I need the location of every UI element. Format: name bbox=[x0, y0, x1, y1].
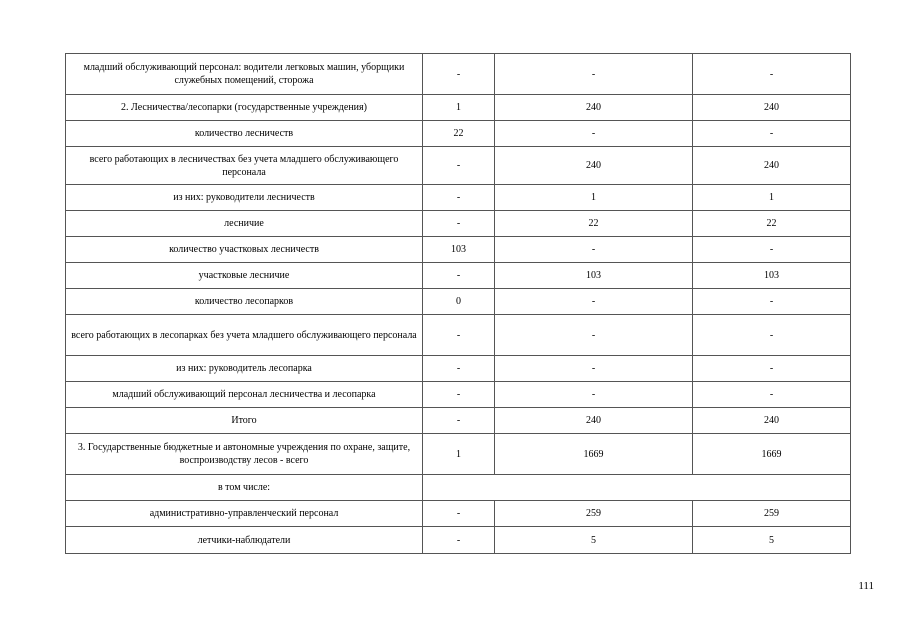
row-label: количество участковых лесничеств bbox=[66, 237, 423, 263]
table-row bbox=[66, 356, 851, 382]
cell-value-3: 240 bbox=[693, 408, 851, 434]
cell-value-1: - bbox=[423, 315, 495, 356]
cell-value-2: 5 bbox=[495, 527, 693, 554]
row-label: Итого bbox=[66, 408, 423, 434]
cell-value-2: 240 bbox=[495, 147, 693, 185]
table-row bbox=[66, 185, 851, 211]
cell-value-1: - bbox=[423, 147, 495, 185]
cell-value-3: - bbox=[693, 382, 851, 408]
cell-value-2: 1669 bbox=[495, 434, 693, 475]
cell-value-3: 240 bbox=[693, 147, 851, 185]
cell-value-2: - bbox=[495, 289, 693, 315]
cell-value-1: - bbox=[423, 527, 495, 554]
merged-empty-cell bbox=[423, 475, 851, 501]
cell-value-3: - bbox=[693, 315, 851, 356]
cell-value-2: - bbox=[495, 315, 693, 356]
row-label: лесничие bbox=[66, 211, 423, 237]
row-label: в том числе: bbox=[66, 475, 423, 501]
page-number: 111 bbox=[858, 580, 874, 592]
cell-value-1: - bbox=[423, 501, 495, 527]
cell-value-2: - bbox=[495, 121, 693, 147]
cell-value-1: 22 bbox=[423, 121, 495, 147]
cell-value-3: 103 bbox=[693, 263, 851, 289]
table-row bbox=[66, 121, 851, 147]
table-row bbox=[66, 54, 851, 95]
cell-value-1: 1 bbox=[423, 434, 495, 475]
cell-value-3: - bbox=[693, 237, 851, 263]
cell-value-2: - bbox=[495, 382, 693, 408]
row-label: всего работающих в лесничествах без учета младшего обслуживающего персонала bbox=[66, 147, 423, 185]
cell-value-1: - bbox=[423, 185, 495, 211]
row-label: административно-управленческий персонал bbox=[66, 501, 423, 527]
cell-value-3: - bbox=[693, 356, 851, 382]
cell-value-2: 259 bbox=[495, 501, 693, 527]
table-row bbox=[66, 408, 851, 434]
row-label: из них: руководитель лесопарка bbox=[66, 356, 423, 382]
cell-value-3: - bbox=[693, 289, 851, 315]
table-row bbox=[66, 382, 851, 408]
row-label: участковые лесничие bbox=[66, 263, 423, 289]
row-label: 3. Государственные бюджетные и автономные учреждения по охране, защите, воспроизводству лесов - всего bbox=[66, 434, 423, 475]
cell-value-3: 1 bbox=[693, 185, 851, 211]
table-row bbox=[66, 501, 851, 527]
table-row bbox=[66, 475, 851, 501]
table-row bbox=[66, 237, 851, 263]
row-label: количество лесничеств bbox=[66, 121, 423, 147]
cell-value-2: 22 bbox=[495, 211, 693, 237]
cell-value-3: - bbox=[693, 54, 851, 95]
row-label: 2. Лесничества/лесопарки (государственные учреждения) bbox=[66, 95, 423, 121]
table-row bbox=[66, 211, 851, 237]
table-row bbox=[66, 263, 851, 289]
cell-value-1: 103 bbox=[423, 237, 495, 263]
row-label: из них: руководители лесничеств bbox=[66, 185, 423, 211]
row-label: младший обслуживающий персонал лесничества и лесопарка bbox=[66, 382, 423, 408]
staffing-table bbox=[65, 53, 851, 554]
cell-value-2: - bbox=[495, 237, 693, 263]
table-row bbox=[66, 289, 851, 315]
table-row bbox=[66, 527, 851, 554]
cell-value-1: - bbox=[423, 382, 495, 408]
row-label: летчики-наблюдатели bbox=[66, 527, 423, 554]
cell-value-1: 1 bbox=[423, 95, 495, 121]
table-row bbox=[66, 147, 851, 185]
cell-value-1: - bbox=[423, 356, 495, 382]
cell-value-1: - bbox=[423, 54, 495, 95]
table-row bbox=[66, 315, 851, 356]
cell-value-2: 1 bbox=[495, 185, 693, 211]
cell-value-3: 22 bbox=[693, 211, 851, 237]
cell-value-1: - bbox=[423, 263, 495, 289]
cell-value-2: - bbox=[495, 54, 693, 95]
cell-value-2: 240 bbox=[495, 95, 693, 121]
row-label: количество лесопарков bbox=[66, 289, 423, 315]
cell-value-2: 103 bbox=[495, 263, 693, 289]
cell-value-1: - bbox=[423, 408, 495, 434]
cell-value-1: 0 bbox=[423, 289, 495, 315]
cell-value-3: - bbox=[693, 121, 851, 147]
table-row bbox=[66, 95, 851, 121]
row-label: всего работающих в лесопарках без учета младшего обслуживающего персонала bbox=[66, 315, 423, 356]
cell-value-3: 240 bbox=[693, 95, 851, 121]
cell-value-2: 240 bbox=[495, 408, 693, 434]
cell-value-3: 1669 bbox=[693, 434, 851, 475]
table-row bbox=[66, 434, 851, 475]
cell-value-2: - bbox=[495, 356, 693, 382]
cell-value-3: 5 bbox=[693, 527, 851, 554]
cell-value-3: 259 bbox=[693, 501, 851, 527]
row-label: младший обслуживающий персонал: водители легковых машин, уборщики служебных помещений, сторожа bbox=[66, 54, 423, 95]
cell-value-1: - bbox=[423, 211, 495, 237]
